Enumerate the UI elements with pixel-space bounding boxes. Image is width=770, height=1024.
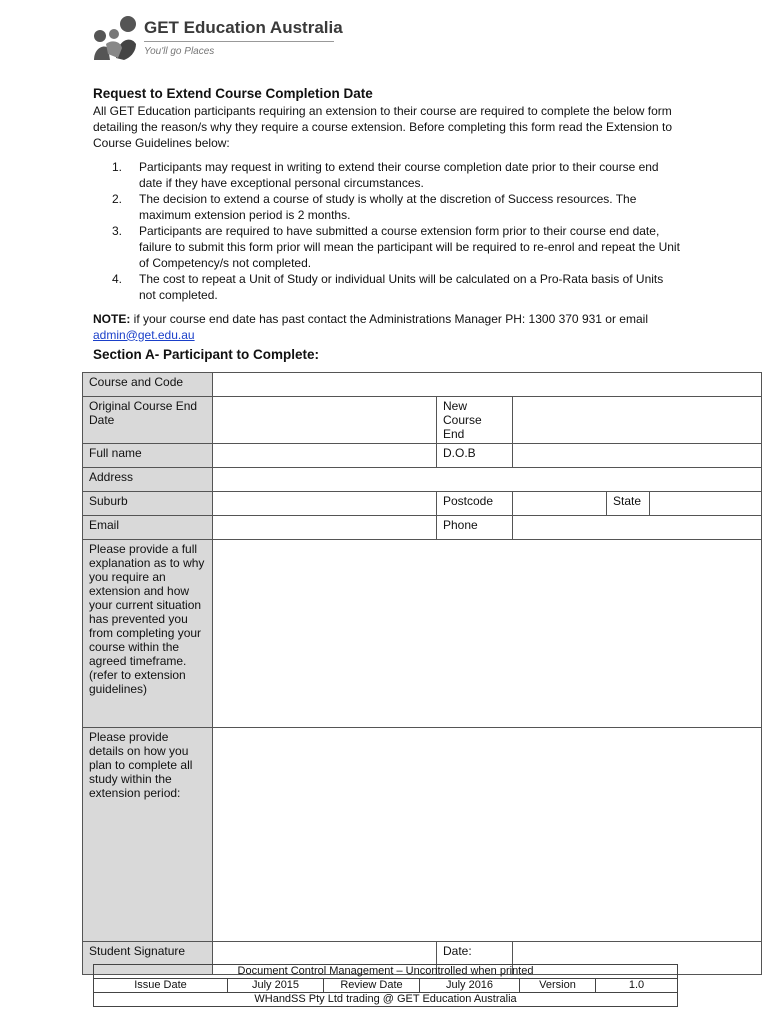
list-item (112, 159, 682, 191)
footer-title: Document Control Management – Uncontrolled when printed (94, 965, 678, 979)
dob-field[interactable] (513, 444, 762, 468)
org-name: GET Education Australia (144, 18, 343, 37)
document-control-footer (93, 964, 678, 1007)
guidelines-list (112, 159, 682, 303)
plan-field[interactable] (213, 728, 762, 942)
list-number: 1. (112, 160, 123, 174)
full-name-label: Full name (83, 444, 213, 468)
list-number: 2. (112, 192, 123, 206)
version-value: 1.0 (596, 979, 678, 993)
plan-label: Please provide details on how you plan to complete all study within the extension period: (83, 728, 213, 942)
participant-form (82, 372, 762, 975)
list-text: Participants may request in writing to extend their course completion date prior to their course end date if they have exceptional personal circumstances. (139, 160, 659, 190)
suburb-label: Suburb (83, 492, 213, 516)
list-text: Participants are required to have submitted a course extension form prior to their course end date, failure to submit this form prior will mean the participant will be required to re-enrol and repeat the Unit of Competency/s not completed. (139, 224, 680, 270)
address-field[interactable] (213, 468, 762, 492)
state-field[interactable] (650, 492, 762, 516)
footer-company: WHandSS Pty Ltd trading @ GET Education Australia (94, 993, 678, 1007)
list-number: 4. (112, 272, 123, 286)
list-text: The cost to repeat a Unit of Study or individual Units will be calculated on a Pro-Rata basis of Units not completed. (139, 272, 664, 302)
note-label: NOTE: (93, 312, 131, 326)
list-text: The decision to extend a course of study is wholly at the discretion of Success resources. The maximum extension period is 2 months. (139, 192, 637, 222)
list-item (112, 191, 682, 223)
course-code-field[interactable] (213, 373, 762, 397)
section-title: Section A- Participant to Complete: (93, 347, 320, 362)
issue-date-value: July 2015 (228, 979, 324, 993)
explanation-field[interactable] (213, 540, 762, 728)
original-end-date-label: Original Course End Date (83, 397, 213, 444)
new-course-end-label: New Course End (437, 397, 513, 444)
logo-divider (144, 41, 334, 42)
suburb-field[interactable] (213, 492, 437, 516)
full-name-field[interactable] (213, 444, 437, 468)
state-label: State (607, 492, 650, 516)
course-code-label: Course and Code (83, 373, 213, 397)
postcode-field[interactable] (513, 492, 607, 516)
intro-paragraph: All GET Education participants requiring an extension to their course are required to complete the below form detailing the reason/s why they require a course extension. Before completing this form read the Extension to Course Guidelines below: (93, 104, 672, 150)
phone-label: Phone (437, 516, 513, 540)
list-number: 3. (112, 224, 123, 238)
dob-label: D.O.B (437, 444, 513, 468)
list-item (112, 271, 682, 303)
page-title: Request to Extend Course Completion Date (93, 86, 373, 101)
phone-field[interactable] (513, 516, 762, 540)
note-paragraph (93, 312, 683, 343)
email-field[interactable] (213, 516, 437, 540)
original-end-date-field[interactable] (213, 397, 437, 444)
postcode-label: Postcode (437, 492, 513, 516)
email-link[interactable]: admin@get.edu.au (93, 327, 195, 342)
new-course-end-field[interactable] (513, 397, 762, 444)
people-group-logo-icon (90, 14, 140, 62)
date-label: Date: (437, 942, 513, 975)
version-label: Version (520, 979, 596, 993)
issue-date-label: Issue Date (94, 979, 228, 993)
list-item (112, 223, 682, 271)
address-label: Address (83, 468, 213, 492)
logo (90, 14, 350, 64)
email-label: Email (83, 516, 213, 540)
review-date-label: Review Date (324, 979, 420, 993)
signature-label: Student Signature (83, 942, 213, 975)
explanation-label: Please provide a full explanation as to why you require an extension and how your current situation has prevented you from completing your course within the agreed timeframe. (refer to extension guidelines) (83, 540, 213, 728)
review-date-value: July 2016 (420, 979, 520, 993)
tagline: You'll go Places (144, 46, 215, 57)
note-text: if your course end date has past contact the Administrations Manager PH: 1300 370 931 or email (130, 312, 648, 326)
